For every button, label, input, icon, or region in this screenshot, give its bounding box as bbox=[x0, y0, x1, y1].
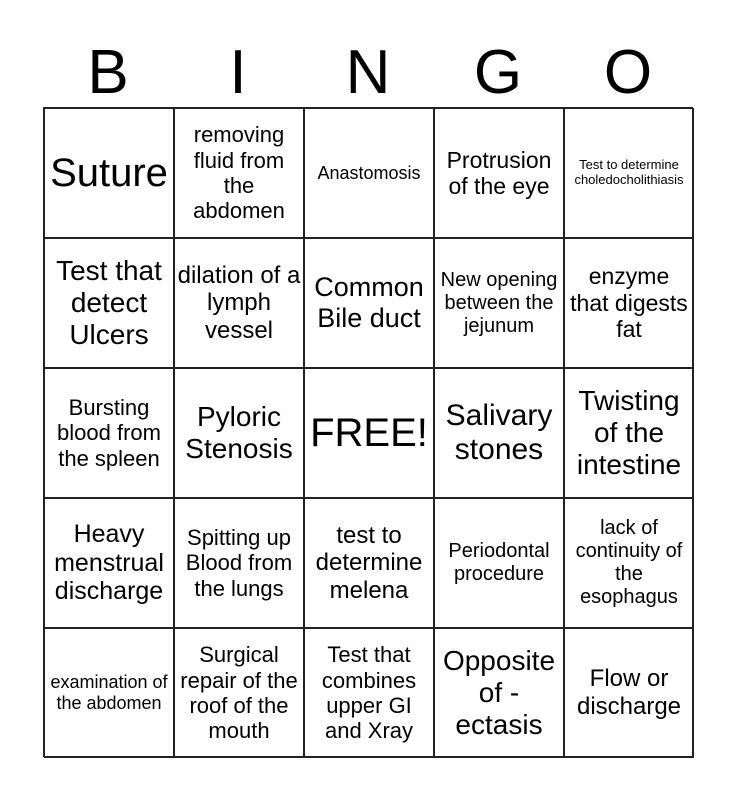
bingo-cell[interactable]: Pyloric Stenosis bbox=[174, 368, 304, 498]
bingo-cell[interactable]: Test to determine choledocholithiasis bbox=[564, 108, 694, 238]
bingo-cell[interactable]: examination of the abdomen bbox=[44, 628, 174, 758]
bingo-cell[interactable]: removing fluid from the abdomen bbox=[174, 108, 304, 238]
bingo-cell[interactable]: Periodontal procedure bbox=[434, 498, 564, 628]
bingo-cell[interactable]: Spitting up Blood from the lungs bbox=[174, 498, 304, 628]
bingo-cell[interactable]: New opening between the jejunum bbox=[434, 238, 564, 368]
bingo-cell[interactable]: Opposite of -ectasis bbox=[434, 628, 564, 758]
header-letter-n: N bbox=[345, 38, 391, 107]
bingo-cell[interactable]: lack of continuity of the esophagus bbox=[564, 498, 694, 628]
header-letter-o: O bbox=[603, 38, 653, 107]
bingo-header bbox=[43, 38, 693, 108]
header-letter-i: I bbox=[229, 38, 247, 107]
header-letter-g: G bbox=[473, 38, 523, 107]
bingo-cell[interactable]: Heavy menstrual discharge bbox=[44, 498, 174, 628]
bingo-cell[interactable]: Surgical repair of the roof of the mouth bbox=[174, 628, 304, 758]
bingo-grid bbox=[43, 107, 693, 757]
bingo-cell[interactable]: Test that combines upper GI and Xray bbox=[304, 628, 434, 758]
bingo-cell[interactable]: Protrusion of the eye bbox=[434, 108, 564, 238]
bingo-cell[interactable]: test to determine melena bbox=[304, 498, 434, 628]
free-cell[interactable]: FREE! bbox=[304, 368, 434, 498]
bingo-cell[interactable]: Anastomosis bbox=[304, 108, 434, 238]
bingo-cell[interactable]: Common Bile duct bbox=[304, 238, 434, 368]
bingo-cell[interactable]: Suture bbox=[44, 108, 174, 238]
bingo-cell[interactable]: Bursting blood from the spleen bbox=[44, 368, 174, 498]
bingo-cell[interactable]: Test that detect Ulcers bbox=[44, 238, 174, 368]
bingo-cell[interactable]: enzyme that digests fat bbox=[564, 238, 694, 368]
bingo-cell[interactable]: Twisting of the intestine bbox=[564, 368, 694, 498]
bingo-cell[interactable]: Salivary stones bbox=[434, 368, 564, 498]
bingo-cell[interactable]: Flow or discharge bbox=[564, 628, 694, 758]
bingo-cell[interactable]: dilation of a lymph vessel bbox=[174, 238, 304, 368]
header-letter-b: B bbox=[87, 38, 129, 107]
